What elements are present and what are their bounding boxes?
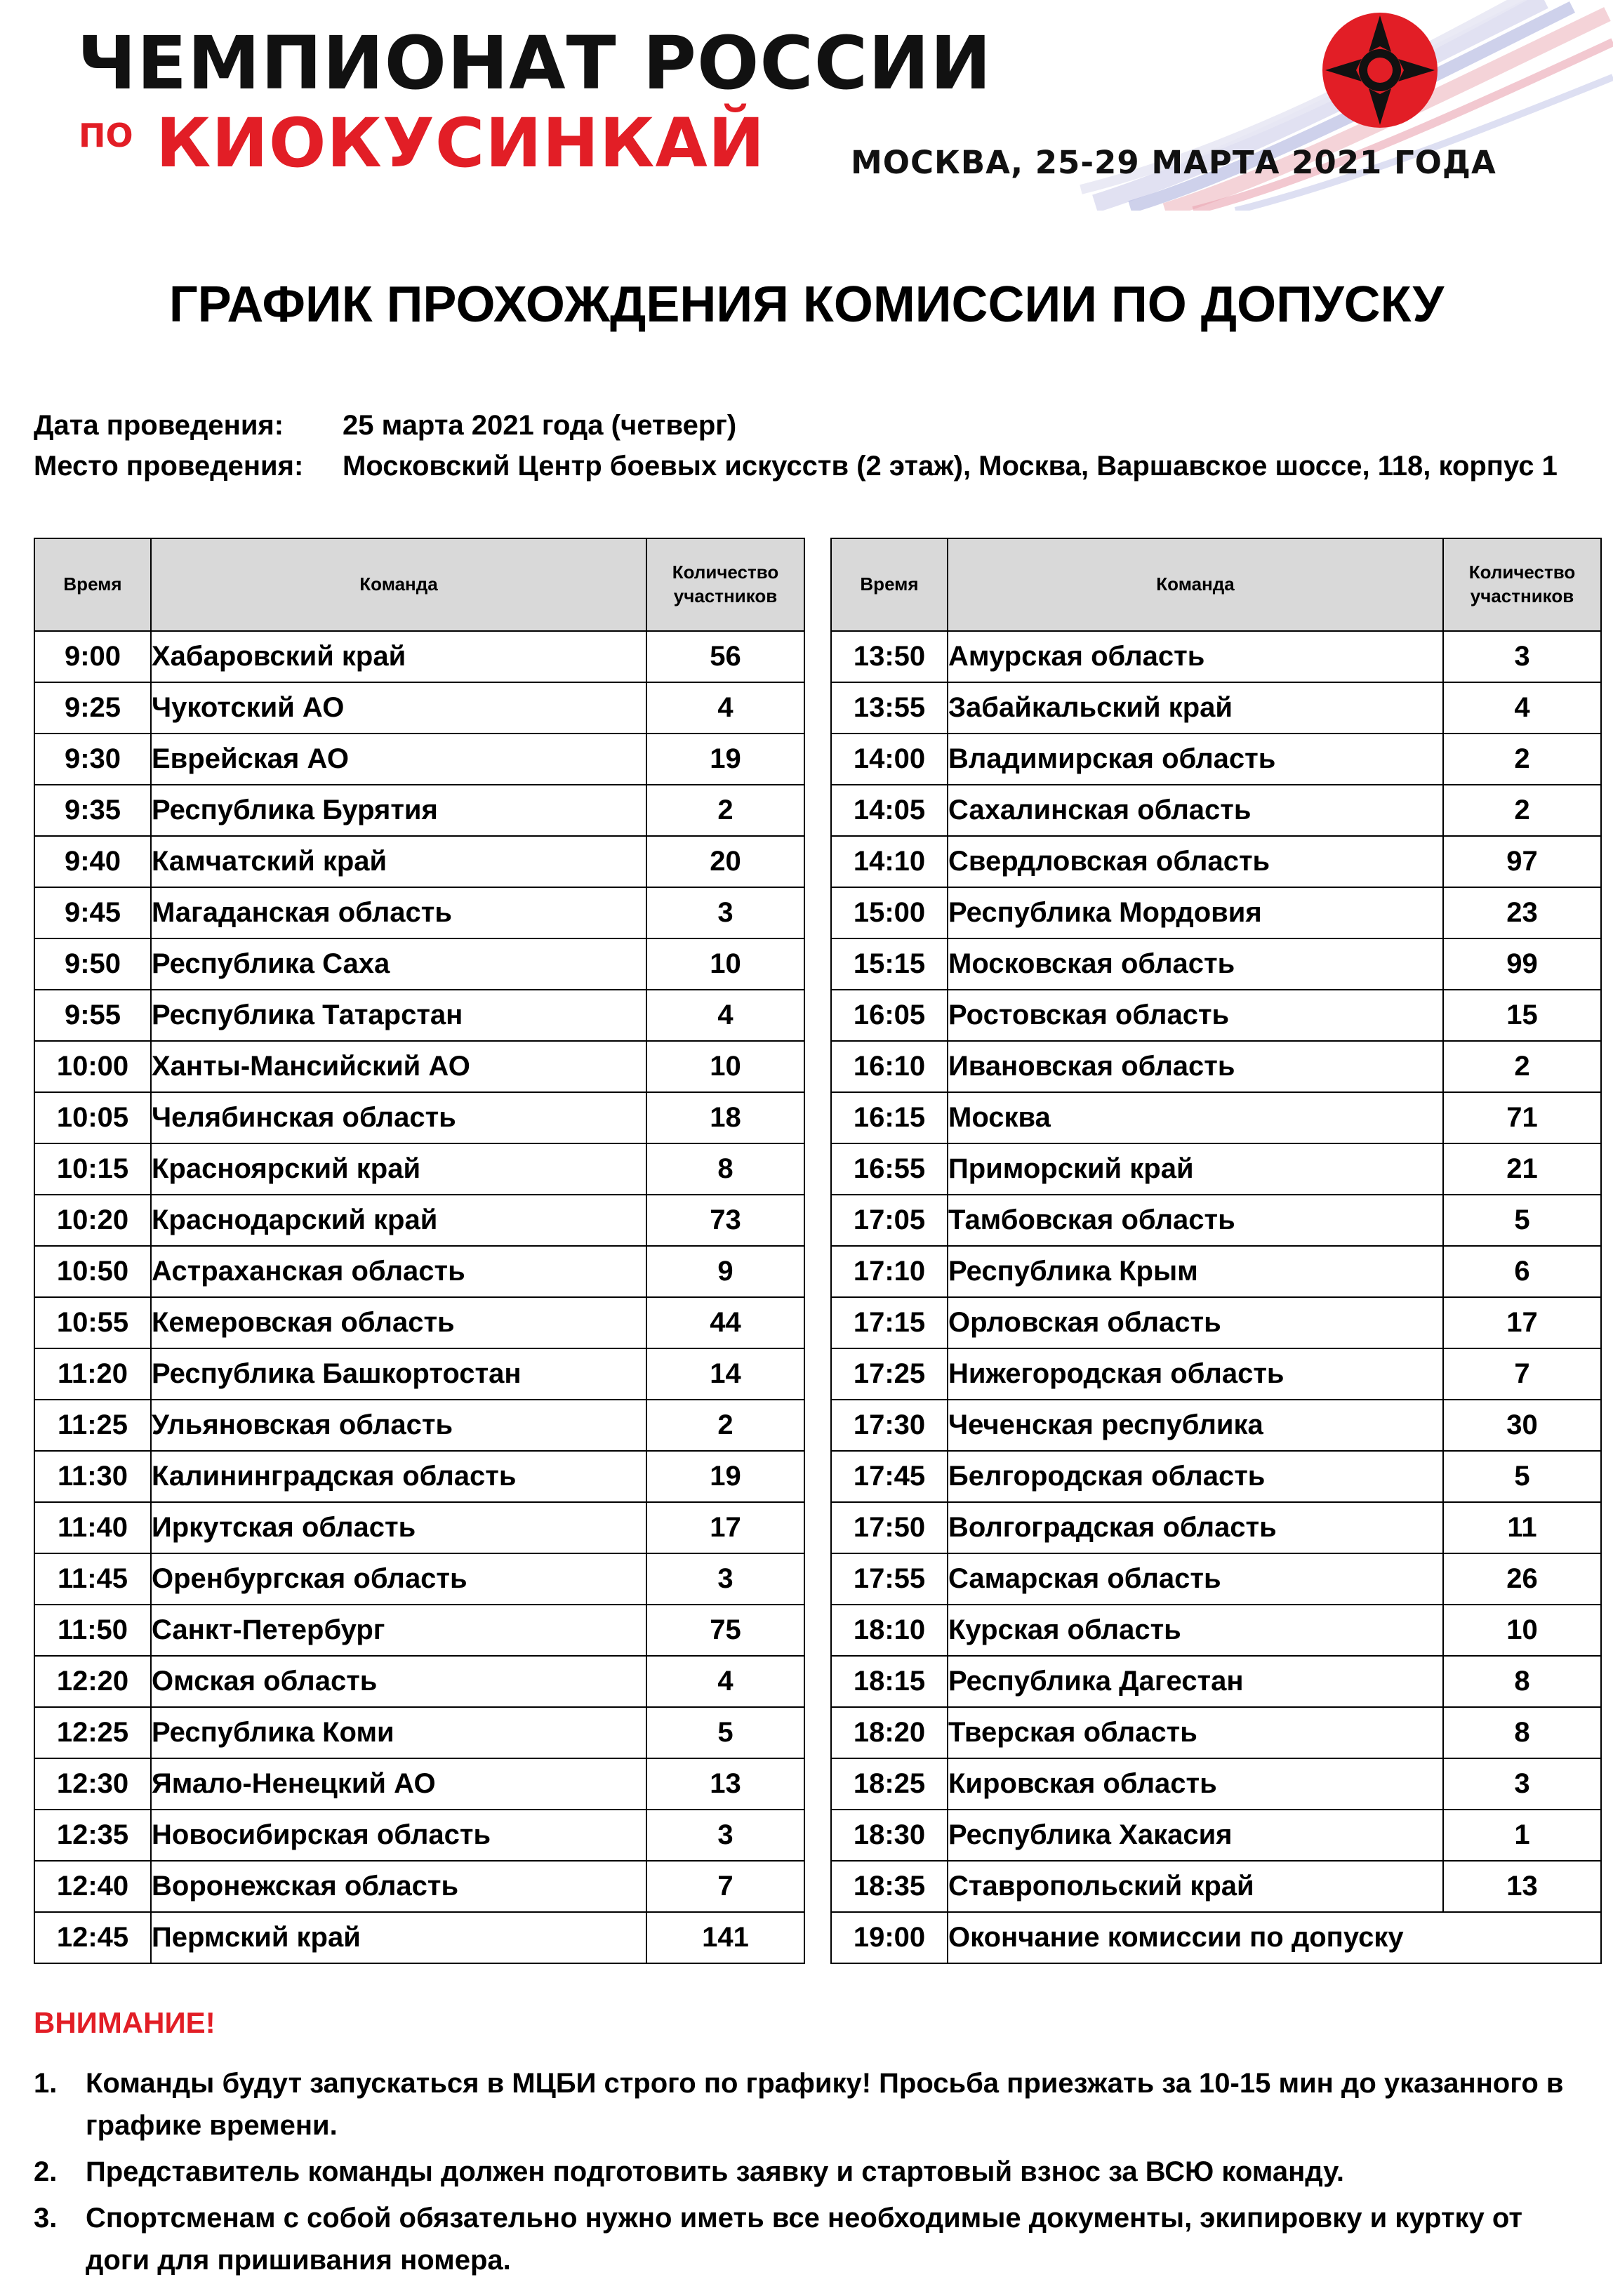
schedule-table-right: [830, 538, 1602, 1964]
count-cell: 2: [1443, 1041, 1601, 1092]
count-cell: 13: [646, 1758, 804, 1810]
team-cell: Орловская область: [948, 1297, 1443, 1348]
kanku-emblem-icon: [1321, 11, 1439, 129]
count-cell: 26: [1443, 1553, 1601, 1605]
table-row: [34, 1143, 804, 1195]
count-cell: 3: [1443, 631, 1601, 682]
count-cell: 4: [646, 1656, 804, 1707]
time-cell: 11:25: [34, 1400, 151, 1451]
table-row: [831, 1348, 1601, 1400]
time-cell: 16:05: [831, 990, 948, 1041]
header-count: [1443, 538, 1601, 631]
event-place-row: [34, 451, 1558, 482]
table-row: [831, 1246, 1601, 1297]
team-cell: Республика Башкортостан: [151, 1348, 646, 1400]
time-cell: 9:25: [34, 682, 151, 734]
table-row: [831, 682, 1601, 734]
time-cell: 13:55: [831, 682, 948, 734]
team-cell: Сахалинская область: [948, 785, 1443, 836]
count-cell: 97: [1443, 836, 1601, 887]
attention-note: [34, 2197, 1585, 2281]
count-cell: 44: [646, 1297, 804, 1348]
team-cell: Республика Дагестан: [948, 1656, 1443, 1707]
count-cell: 14: [646, 1348, 804, 1400]
table-row: [34, 1502, 804, 1553]
time-cell: 14:00: [831, 734, 948, 785]
time-cell: 18:20: [831, 1707, 948, 1758]
table-row: [34, 887, 804, 938]
team-cell: Приморский край: [948, 1143, 1443, 1195]
time-cell: 17:30: [831, 1400, 948, 1451]
header-count-line2: участников: [1470, 585, 1574, 606]
count-cell: 99: [1443, 938, 1601, 990]
team-cell: Кировская область: [948, 1758, 1443, 1810]
time-cell: 9:00: [34, 631, 151, 682]
time-cell: 9:45: [34, 887, 151, 938]
count-cell: 17: [646, 1502, 804, 1553]
team-cell: Тамбовская область: [948, 1195, 1443, 1246]
count-cell: 75: [646, 1605, 804, 1656]
team-cell: Самарская область: [948, 1553, 1443, 1605]
team-cell: Оренбургская область: [151, 1553, 646, 1605]
count-cell: 4: [646, 990, 804, 1041]
time-cell: 14:05: [831, 785, 948, 836]
event-location-dates: МОСКВА, 25-29 МАРТА 2021 ГОДА: [851, 144, 1496, 181]
time-cell: 18:10: [831, 1605, 948, 1656]
team-cell: Тверская область: [948, 1707, 1443, 1758]
time-cell: 11:30: [34, 1451, 151, 1502]
count-cell: 19: [646, 734, 804, 785]
time-cell: 17:25: [831, 1348, 948, 1400]
table-row: [831, 734, 1601, 785]
count-cell: 13: [1443, 1861, 1601, 1912]
team-cell: Владимирская область: [948, 734, 1443, 785]
count-cell: 2: [646, 785, 804, 836]
table-row: [831, 1451, 1601, 1502]
header-count-line2: участников: [673, 585, 778, 606]
team-cell: Магаданская область: [151, 887, 646, 938]
team-cell: Амурская область: [948, 631, 1443, 682]
count-cell: 9: [646, 1246, 804, 1297]
note-number: 3.: [34, 2203, 58, 2234]
team-cell: Краснодарский край: [151, 1195, 646, 1246]
place-label: Место проведения:: [34, 451, 304, 482]
team-cell: Волгоградская область: [948, 1502, 1443, 1553]
team-cell: Ставропольский край: [948, 1861, 1443, 1912]
time-cell: 17:05: [831, 1195, 948, 1246]
table-row: [34, 836, 804, 887]
team-cell: Санкт-Петербург: [151, 1605, 646, 1656]
table-row: [34, 938, 804, 990]
table-header-row: [34, 538, 804, 631]
team-cell: Омская область: [151, 1656, 646, 1707]
attention-title: ВНИМАНИЕ!: [34, 2006, 215, 2039]
note-number: 2.: [34, 2156, 58, 2187]
team-cell: Республика Мордовия: [948, 887, 1443, 938]
table-row: [831, 1092, 1601, 1143]
team-cell: Калининградская область: [151, 1451, 646, 1502]
count-cell: 5: [646, 1707, 804, 1758]
table-row: [34, 734, 804, 785]
header-count: [646, 538, 804, 631]
team-cell: Московская область: [948, 938, 1443, 990]
table-row: [34, 1297, 804, 1348]
table-row: [34, 990, 804, 1041]
time-cell: 15:00: [831, 887, 948, 938]
team-cell: Республика Крым: [948, 1246, 1443, 1297]
team-cell: Челябинская область: [151, 1092, 646, 1143]
time-cell: 13:50: [831, 631, 948, 682]
team-cell: Белгородская область: [948, 1451, 1443, 1502]
attention-note: [34, 2151, 1585, 2193]
time-cell: 17:50: [831, 1502, 948, 1553]
count-cell: 3: [1443, 1758, 1601, 1810]
table-row: [34, 1656, 804, 1707]
count-cell: 10: [646, 1041, 804, 1092]
count-cell: 141: [646, 1912, 804, 1963]
team-cell: Астраханская область: [151, 1246, 646, 1297]
count-cell: 10: [1443, 1605, 1601, 1656]
table-row: [831, 836, 1601, 887]
count-cell: 73: [646, 1195, 804, 1246]
time-cell: 17:15: [831, 1297, 948, 1348]
count-cell: 8: [1443, 1656, 1601, 1707]
count-cell: 23: [1443, 887, 1601, 938]
table-row: [831, 1605, 1601, 1656]
team-cell: Республика Хакасия: [948, 1810, 1443, 1861]
schedule-table-left: [34, 538, 805, 1964]
team-cell: Свердловская область: [948, 836, 1443, 887]
time-cell: 18:30: [831, 1810, 948, 1861]
team-cell: Забайкальский край: [948, 682, 1443, 734]
table-row: [34, 631, 804, 682]
team-cell: Ивановская область: [948, 1041, 1443, 1092]
table-row: [34, 1861, 804, 1912]
document-title: ГРАФИК ПРОХОЖДЕНИЯ КОМИССИИ ПО ДОПУСКУ: [168, 277, 1445, 333]
table-row: [34, 1246, 804, 1297]
count-cell: 10: [646, 938, 804, 990]
count-cell: 6: [1443, 1246, 1601, 1297]
table-row: [831, 1861, 1601, 1912]
table-row: [831, 785, 1601, 836]
time-cell: 9:40: [34, 836, 151, 887]
table-row: [34, 1041, 804, 1092]
time-cell: 12:45: [34, 1912, 151, 1963]
header-count-line1: Количество: [1468, 562, 1576, 583]
time-cell: 17:10: [831, 1246, 948, 1297]
time-cell: 12:20: [34, 1656, 151, 1707]
time-cell: 12:30: [34, 1758, 151, 1810]
time-cell: 9:50: [34, 938, 151, 990]
count-cell: 56: [646, 631, 804, 682]
time-cell: 11:50: [34, 1605, 151, 1656]
time-cell: 16:15: [831, 1092, 948, 1143]
team-cell: Ульяновская область: [151, 1400, 646, 1451]
team-cell: Иркутская область: [151, 1502, 646, 1553]
time-cell: 9:55: [34, 990, 151, 1041]
attention-notes-list: [34, 2062, 1585, 2285]
table-row: [831, 1656, 1601, 1707]
header-count-line1: Количество: [672, 562, 779, 583]
count-cell: 30: [1443, 1400, 1601, 1451]
date-value: 25 марта 2021 года (четверг): [343, 410, 737, 441]
table-row: [831, 1502, 1601, 1553]
header-team: Команда: [151, 538, 646, 631]
count-cell: 8: [1443, 1707, 1601, 1758]
table-row: [831, 1553, 1601, 1605]
count-cell: 1: [1443, 1810, 1601, 1861]
table-row: [831, 887, 1601, 938]
time-cell: 16:55: [831, 1143, 948, 1195]
place-value: Московский Центр боевых искусств (2 этаж), Москва, Варшавское шоссе, 118, корпус 1: [343, 451, 1558, 482]
table-row: [831, 1810, 1601, 1861]
table-row: [34, 1605, 804, 1656]
time-cell: 12:25: [34, 1707, 151, 1758]
count-cell: 2: [1443, 734, 1601, 785]
time-cell: 10:15: [34, 1143, 151, 1195]
table-row: [34, 1707, 804, 1758]
team-cell: Республика Саха: [151, 938, 646, 990]
table-row: [34, 1451, 804, 1502]
table-row: [831, 990, 1601, 1041]
count-cell: 4: [1443, 682, 1601, 734]
event-date-row: [34, 410, 736, 442]
team-cell: Республика Татарстан: [151, 990, 646, 1041]
count-cell: 15: [1443, 990, 1601, 1041]
count-cell: 20: [646, 836, 804, 887]
table-row: [34, 1348, 804, 1400]
team-cell: Кемеровская область: [151, 1297, 646, 1348]
time-cell: 17:45: [831, 1451, 948, 1502]
table-row: [34, 785, 804, 836]
note-text: Спортсменам с собой обязательно нужно иметь все необходимые документы, экипировку и куртку от доги для пришивания номера.: [86, 2203, 1522, 2276]
header-time: Время: [34, 538, 151, 631]
attention-note: [34, 2062, 1585, 2146]
team-cell: Республика Бурятия: [151, 785, 646, 836]
table-header-row: [831, 538, 1601, 631]
team-cell: Камчатский край: [151, 836, 646, 887]
time-cell: 14:10: [831, 836, 948, 887]
team-cell: Воронежская область: [151, 1861, 646, 1912]
count-cell: 3: [646, 887, 804, 938]
time-cell: 10:55: [34, 1297, 151, 1348]
time-cell: 12:35: [34, 1810, 151, 1861]
table-row: [831, 1143, 1601, 1195]
table-row: [34, 682, 804, 734]
time-cell: 12:40: [34, 1861, 151, 1912]
count-cell: 19: [646, 1451, 804, 1502]
time-cell: 11:40: [34, 1502, 151, 1553]
count-cell: 3: [646, 1810, 804, 1861]
team-cell: Красноярский край: [151, 1143, 646, 1195]
team-cell: Москва: [948, 1092, 1443, 1143]
team-cell: Республика Коми: [151, 1707, 646, 1758]
header-team: Команда: [948, 538, 1443, 631]
table-row: [831, 1297, 1601, 1348]
time-cell: 10:20: [34, 1195, 151, 1246]
team-cell: Чукотский АО: [151, 682, 646, 734]
count-cell: 7: [646, 1861, 804, 1912]
championship-title: ЧЕМПИОНАТ РОССИИ: [77, 20, 993, 106]
note-number: 1.: [34, 2068, 58, 2099]
table-row: [34, 1912, 804, 1963]
time-cell: 19:00: [831, 1912, 948, 1963]
date-label: Дата проведения:: [34, 410, 284, 441]
time-cell: 18:25: [831, 1758, 948, 1810]
table-row: [831, 1195, 1601, 1246]
team-cell: Курская область: [948, 1605, 1443, 1656]
time-cell: 18:15: [831, 1656, 948, 1707]
sport-title: КИОКУСИНКАЙ: [156, 104, 766, 183]
table-row: [34, 1758, 804, 1810]
table-row: [831, 938, 1601, 990]
count-cell: 8: [646, 1143, 804, 1195]
count-cell: 3: [646, 1553, 804, 1605]
time-cell: 11:20: [34, 1348, 151, 1400]
count-cell: 5: [1443, 1195, 1601, 1246]
team-cell: Ханты-Мансийский АО: [151, 1041, 646, 1092]
table-row: [34, 1195, 804, 1246]
time-cell: 15:15: [831, 938, 948, 990]
team-cell: Ростовская область: [948, 990, 1443, 1041]
table-row-end: [831, 1912, 1601, 1963]
time-cell: 16:10: [831, 1041, 948, 1092]
count-cell: 2: [646, 1400, 804, 1451]
count-cell: 71: [1443, 1092, 1601, 1143]
team-cell: Пермский край: [151, 1912, 646, 1963]
table-row: [831, 1400, 1601, 1451]
note-text: Команды будут запускаться в МЦБИ строго по графику! Просьба приезжать за 10-15 мин до указанного в графике времени.: [86, 2068, 1564, 2141]
time-cell: 9:35: [34, 785, 151, 836]
time-cell: 11:45: [34, 1553, 151, 1605]
count-cell: 2: [1443, 785, 1601, 836]
time-cell: 10:05: [34, 1092, 151, 1143]
team-cell: Новосибирская область: [151, 1810, 646, 1861]
count-cell: 18: [646, 1092, 804, 1143]
table-row: [34, 1810, 804, 1861]
count-cell: 7: [1443, 1348, 1601, 1400]
time-cell: 17:55: [831, 1553, 948, 1605]
end-of-commission-cell: Окончание комиссии по допуску: [948, 1912, 1601, 1963]
table-row: [831, 631, 1601, 682]
table-row: [831, 1041, 1601, 1092]
table-row: [34, 1553, 804, 1605]
team-cell: Нижегородская область: [948, 1348, 1443, 1400]
header-time: Время: [831, 538, 948, 631]
team-cell: Чеченская республика: [948, 1400, 1443, 1451]
table-row: [831, 1758, 1601, 1810]
time-cell: 9:30: [34, 734, 151, 785]
table-row: [831, 1707, 1601, 1758]
count-cell: 11: [1443, 1502, 1601, 1553]
count-cell: 5: [1443, 1451, 1601, 1502]
count-cell: 21: [1443, 1143, 1601, 1195]
team-cell: Ямало-Ненецкий АО: [151, 1758, 646, 1810]
table-row: [34, 1400, 804, 1451]
note-text: Представитель команды должен подготовить заявку и стартовый взнос за ВСЮ команду.: [86, 2156, 1344, 2187]
table-row: [34, 1092, 804, 1143]
team-cell: Еврейская АО: [151, 734, 646, 785]
title-prefix: ПО: [79, 117, 133, 154]
time-cell: 10:00: [34, 1041, 151, 1092]
time-cell: 18:35: [831, 1861, 948, 1912]
team-cell: Хабаровский край: [151, 631, 646, 682]
count-cell: 17: [1443, 1297, 1601, 1348]
page-header: [0, 0, 1613, 211]
count-cell: 4: [646, 682, 804, 734]
time-cell: 10:50: [34, 1246, 151, 1297]
